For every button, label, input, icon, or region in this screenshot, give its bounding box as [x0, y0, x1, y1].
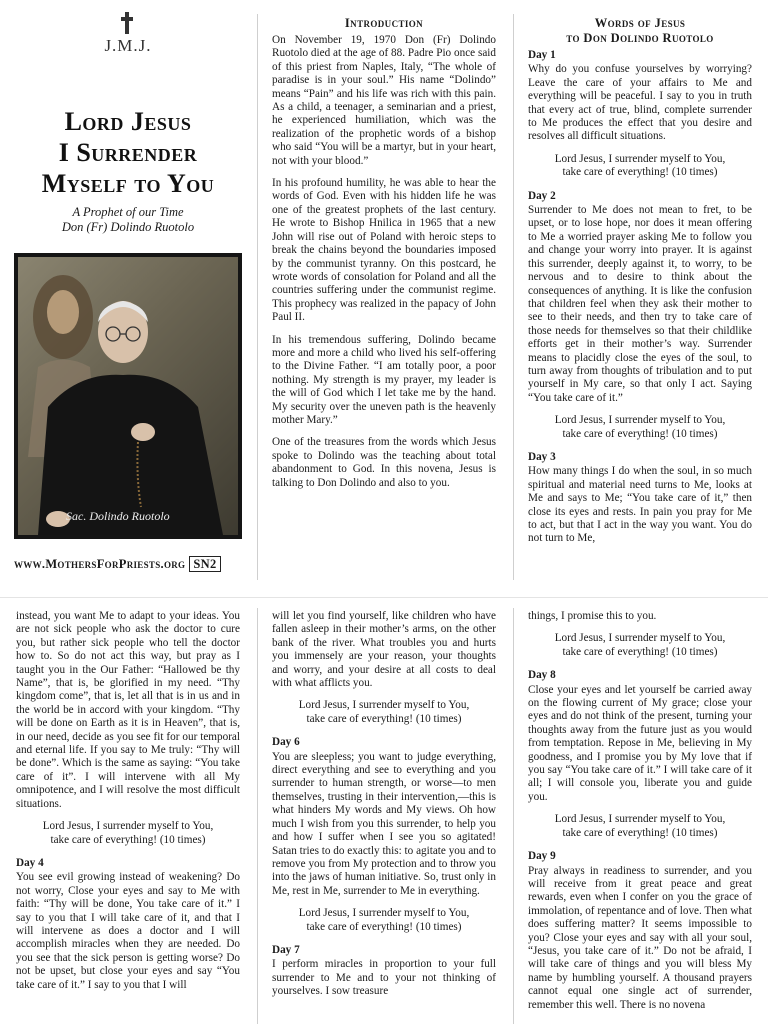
day-heading: Day 2 [528, 189, 556, 202]
continued-text: things, I promise this to you. [528, 610, 657, 622]
prayer-refrain [272, 907, 496, 934]
prayer-line2: take care of everything! (10 times) [562, 645, 718, 658]
website-link[interactable]: www.MothersForPriests.org [14, 557, 186, 571]
prayer-refrain [528, 414, 752, 441]
portrait-illustration [18, 257, 238, 535]
title-line: I Surrender [58, 138, 198, 167]
prayer-refrain [272, 699, 496, 726]
day-text: You are sleepless; you want to judge everything, direct everything and see to everything and you surrender to human strength, or worse—to men themselves, trusting in their intervention,—this is what hinders My words and My views. Oh how much I wish from you this surrender, to help you and how I suffer when I see you so agitated! Satan tries to do exactly this: to agitate you and to remove you from My protection and to throw you into the jaws of human initiative. So, trust only in Me, rest in Me, surrender to Me in everything. [272, 750, 496, 897]
bottom-column-2 [272, 610, 496, 1024]
prayer-line2: take care of everything! (10 times) [562, 826, 718, 839]
day-heading: Day 4 [16, 856, 44, 869]
day-text: You see evil growing instead of weakening? Do not worry, Close your eyes and say to Me with faith: “Thy will be done, You take care of it.” I say to you that I will take care of it, and that I will intervene as does a doctor and I will accomplish miracles when they are needed. Do you see that the sick person is getting worse? Do not be upset, but close your eyes and say “You take care of it.” I say to you that I will [16, 871, 240, 991]
jmj-header: J.M.J. [104, 36, 152, 55]
continued-text: instead, you want Me to adapt to your ideas. You are not sick people who ask the doctor to cure you, but rather sick people who tell the doctor how to. So do not act this way, but pray as I taught you in the Our Father: “Hallowed be thy Name”, that is, be glorified in my need. “Thy kingdom come”, that is, let all that is in us and in the world be in accord with your kingdom. “Thy will be done on Earth as it is in Heaven”, that is, in our need, decide as you see fit for our temporal and eternal life. If you say to Me truly: “Thy will be done”. Which is the same as saying: “You take care of it”. I will intervene with all My omnipotence, and I will resolve the most difficult situations. [16, 610, 240, 810]
words-heading-line2: to Don Dolindo Ruotolo [566, 31, 714, 45]
words-heading-line1: Words of Jesus [594, 16, 686, 30]
prayer-line1: Lord Jesus, I surrender myself to You, [298, 699, 470, 712]
subtitle-line: A Prophet of our Time [72, 205, 184, 219]
day-heading: Day 9 [528, 850, 556, 863]
column-divider [513, 14, 514, 580]
bottom-column-3 [528, 610, 752, 1024]
page-divider [0, 597, 768, 598]
continued-text: will let you find yourself, like children who have fallen asleep in their mother’s arms, on the other bank of the river. What troubles you and hurts you immensely are your reason, your thoughts and worry, and your desire at all costs to deal with what afflicts you. [272, 610, 496, 690]
title-line: Myself to You [41, 169, 215, 198]
bottom-column-1 [16, 610, 240, 1024]
column-divider [257, 14, 258, 580]
day-heading: Day 6 [272, 736, 300, 749]
prayer-line2: take care of everything! (10 times) [50, 833, 206, 846]
code-badge: SN2 [189, 556, 220, 572]
portrait-photo [14, 253, 242, 539]
day-text: I perform miracles in proportion to your full surrender to Me and to your not thinking of yourselves. I sow treasure [272, 958, 496, 998]
column-divider [257, 608, 258, 1024]
prayer-line1: Lord Jesus, I surrender myself to You, [554, 632, 726, 645]
prayer-line1: Lord Jesus, I surrender myself to You, [42, 820, 214, 833]
prayer-refrain [528, 813, 752, 840]
day-text: Close your eyes and let yourself be carried away on the flowing current of My grace; close your eyes and do not think of the present, turning your thoughts away from the future just as you would from temptation. Repose in Me, believing in My goodness, and I promise you by My love that if you say “You take care of it.” I will take care of it all; I will console you, liberate you and guide you. [528, 683, 752, 803]
day-heading: Day 8 [528, 669, 556, 682]
subtitle [0, 205, 256, 235]
title-line: Lord Jesus [64, 107, 192, 136]
prayer-line2: take care of everything! (10 times) [306, 920, 462, 933]
intro-paragraph: In his profound humility, he was able to hear the words of God. Even with his hidden life he was one of the greatest prophets of the last century. He wrote to Bishop Hnilica in 1965 that a new John will rise out of Poland with heroic steps to break the chains beyond the boundaries imposed by the communist tyranny. On this postcard, he wrote words of consolation for Poland and all the countries suffering under the communist regime. This prophecy was realized in the papacy of John Paul II. [272, 177, 496, 324]
column-divider [513, 608, 514, 1024]
prayer-line2: take care of everything! (10 times) [306, 712, 462, 725]
prayer-line1: Lord Jesus, I surrender myself to You, [554, 414, 726, 427]
day-text: Surrender to Me does not mean to fret, to be upset, or to lose hope, nor does it mean offering to Me a worried prayer asking Me to follow you and change your worry into prayer. It is against this surrender, deeply against it, to worry, to be nervous and to desire to think about the consequences of anything. It is like the confusion that children feel when they ask their mother to see to their needs, and then try to take care of those needs for themselves so that their childlike efforts get in their mother’s way. Surrender means to placidly close the eyes of the soul, to turn away from thoughts of tribulation and to put yourself in My care, so that only I act. Saying “You take care of it.” [528, 204, 752, 404]
day-heading: Day 1 [528, 49, 556, 61]
prayer-refrain [16, 820, 240, 847]
prayer-line2: take care of everything! (10 times) [562, 166, 718, 179]
prayer-line1: Lord Jesus, I surrender myself to You, [554, 813, 726, 826]
intro-paragraph: One of the treasures from the words which Jesus spoke to Dolindo was the teaching about total abandonment to God. In this novena, Jesus is talking to Don Dolindo and also to you. [272, 436, 496, 489]
cross-icon [121, 12, 133, 34]
introduction-heading: Introduction [344, 16, 424, 30]
day-text: Why do you confuse yourselves by worrying? Leave the care of your affairs to Me and everything will be peaceful. I say to you in truth that every act of true, blind, complete surrender to Me produces the effect that you desire and resolves all difficult situations. [528, 63, 752, 143]
subtitle-line: Don (Fr) Dolindo Ruotolo [61, 220, 195, 234]
day-text: Pray always in readiness to surrender, and you will receive from it great peace and great rewards, even when I confer on you the grace of immolation, of repentance and of love. Then what does suffering matter? It seems impossible to you? Close your eyes and say with all your soul, “Jesus, you take care of it.” Do not be afraid, I will take care of things and you will bless My name by humbling yourself. A thousand prayers cannot equal one single act of surrender, remember this well. There is no novena [528, 864, 752, 1011]
intro-paragraph: On November 19, 1970 Don (Fr) Dolindo Ruotolo died at the age of 88. Padre Pio once said of this priest from Naples, Italy, “The whole of paradise is in your soul.” His name “Dolindo” means “Pain” and his life was rich with this pain. As a child, a teenager, a seminarian and a priest, he experienced humiliation, which was the realization of the prophetic words of a bishop who said “You will be a martyr, but in your heart, not with your blood.” [272, 34, 496, 167]
day-heading: Day 3 [528, 450, 556, 463]
introduction-column [272, 16, 496, 576]
day-heading: Day 7 [272, 943, 300, 956]
prayer-refrain [528, 632, 752, 659]
website-footer [14, 556, 221, 572]
prayer-refrain [528, 153, 752, 180]
words-column [528, 16, 752, 580]
prayer-line1: Lord Jesus, I surrender myself to You, [554, 152, 726, 165]
photo-caption: Sac. Dolindo Ruotolo [66, 509, 170, 523]
intro-paragraph: In his tremendous suffering, Dolindo became more and more a child who lived his self-offering to the Divine Father. “I am totally poor, a poor nothing. My strength is my prayer, my leader is the will of God which I let take me by the hand. My security over the uneven path is the heavenly mother Mary.” [272, 333, 496, 426]
day-text: How many things I do when the soul, in so much spiritual and material need turns to Me, looks at Me and says to Me; “You take care of it,” then close its eyes and rests. In pain you pray for Me to act, but that I act in the way you want. You do not turn to Me, [528, 465, 752, 545]
prayer-line1: Lord Jesus, I surrender myself to You, [298, 907, 470, 920]
page-title [0, 106, 256, 199]
prayer-line2: take care of everything! (10 times) [562, 427, 718, 440]
